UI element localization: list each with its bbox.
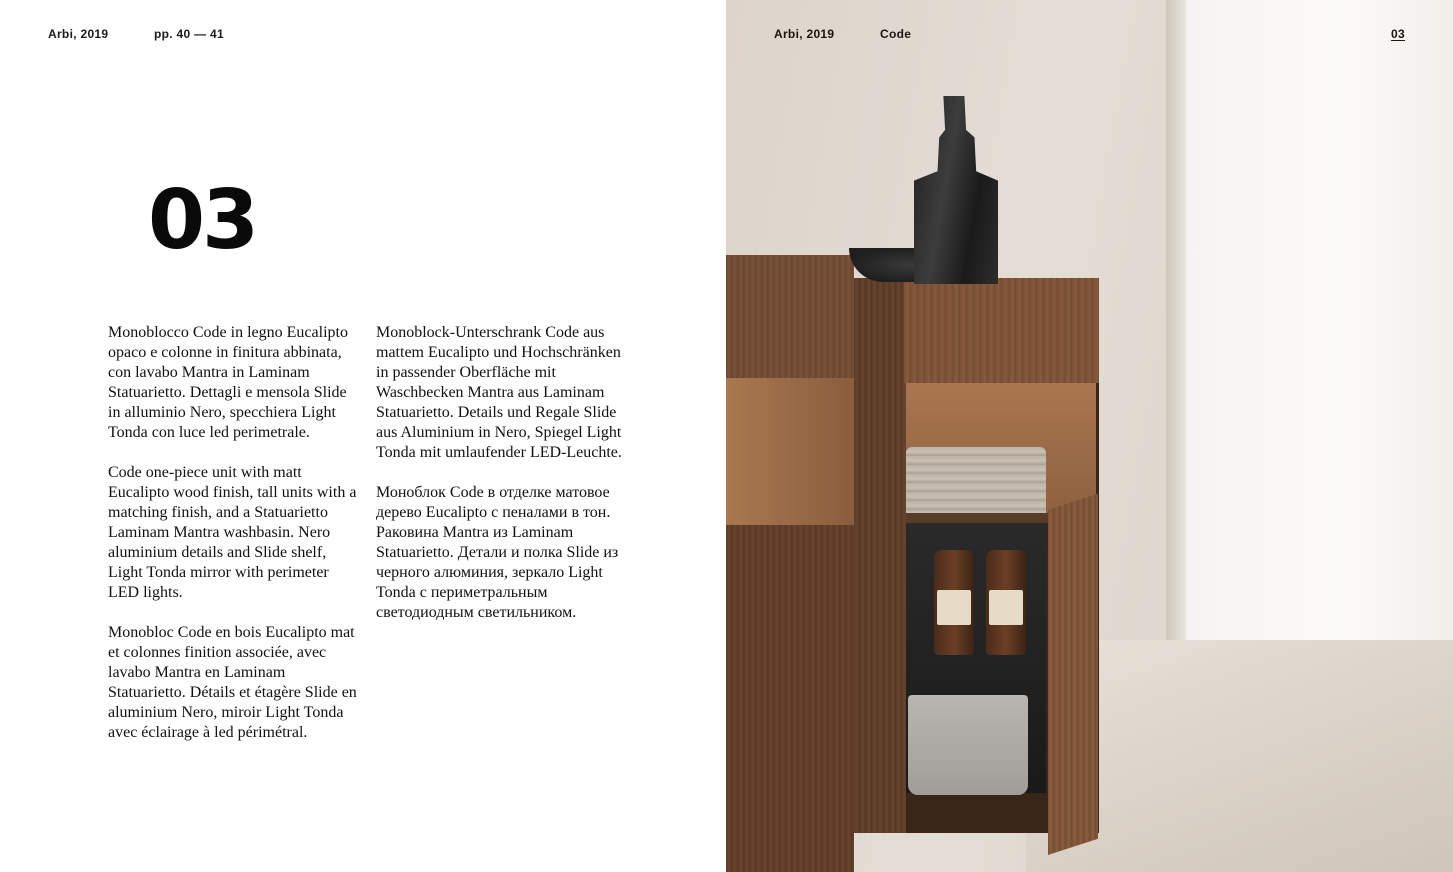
- paragraph-italian: Monoblocco Code in legno Eucalipto opaco e colonne in finitura abbinata, con lavabo Mantra in Laminam Statuarietto. Dettagli e mensola Slide in alluminio Nero, specchiera Light Tonda con luce led perimetrale.: [108, 324, 348, 441]
- chapter-number: 03: [148, 173, 257, 268]
- text-column-left: [108, 323, 358, 763]
- folded-towels: [906, 447, 1046, 517]
- paragraph-russian: Моноблок Code в отделке матовое дерево Eucalipto с пеналами в тон. Раковина Mantra из Laminam Statuarietto. Детали и полка Slide из черного алюминия, зеркало Light Tonda с периметральным светодиодным светильником.: [376, 484, 619, 621]
- header-brand-right: Arbi, 2019: [774, 27, 835, 41]
- marble-vase: [914, 96, 998, 284]
- amber-bottle: [986, 550, 1026, 655]
- tall-unit-lit-shelf: [726, 378, 854, 528]
- window-light: [1181, 0, 1453, 720]
- cabinet-side: [854, 278, 906, 833]
- header-chapter-link[interactable]: 03: [1391, 27, 1405, 41]
- open-cabinet-door: [1048, 494, 1098, 855]
- text-column-right: [376, 323, 626, 643]
- header-page-range: pp. 40 — 41: [154, 27, 224, 41]
- paragraph-german: Monoblock-Unterschrank Code aus mattem Eucalipto und Hochschränken in passender Oberfläche mit Waschbecken Mantra aus Laminam Statuarietto. Details und Regale Slide aus Aluminium in Nero, Spiegel Light Tonda mit umlaufender LED-Leuchte.: [376, 324, 622, 461]
- window-edge: [1166, 0, 1186, 720]
- product-photo: [726, 0, 1453, 872]
- paragraph-english: Code one-piece unit with matt Eucalipto wood finish, tall units with a matching finish, and a Statuarietto Laminam Mantra washbasin. Nero aluminium details and Slide shelf, Light Tonda mirror with perimeter LED lights.: [108, 464, 357, 601]
- cabinet-top-panel: [904, 278, 1099, 383]
- header-section: Code: [880, 27, 912, 41]
- felt-basket: [908, 695, 1028, 795]
- paragraph-french: Monobloc Code en bois Eucalipto mat et colonnes finition associée, avec lavabo Mantra en Laminam Statuarietto. Détails et étagère Slide en aluminium Nero, miroir Light Tonda avec éclairage à led périmétral.: [108, 624, 357, 741]
- header-brand-left: Arbi, 2019: [48, 27, 109, 41]
- tall-unit-lower: [726, 525, 854, 872]
- amber-bottle: [934, 550, 974, 655]
